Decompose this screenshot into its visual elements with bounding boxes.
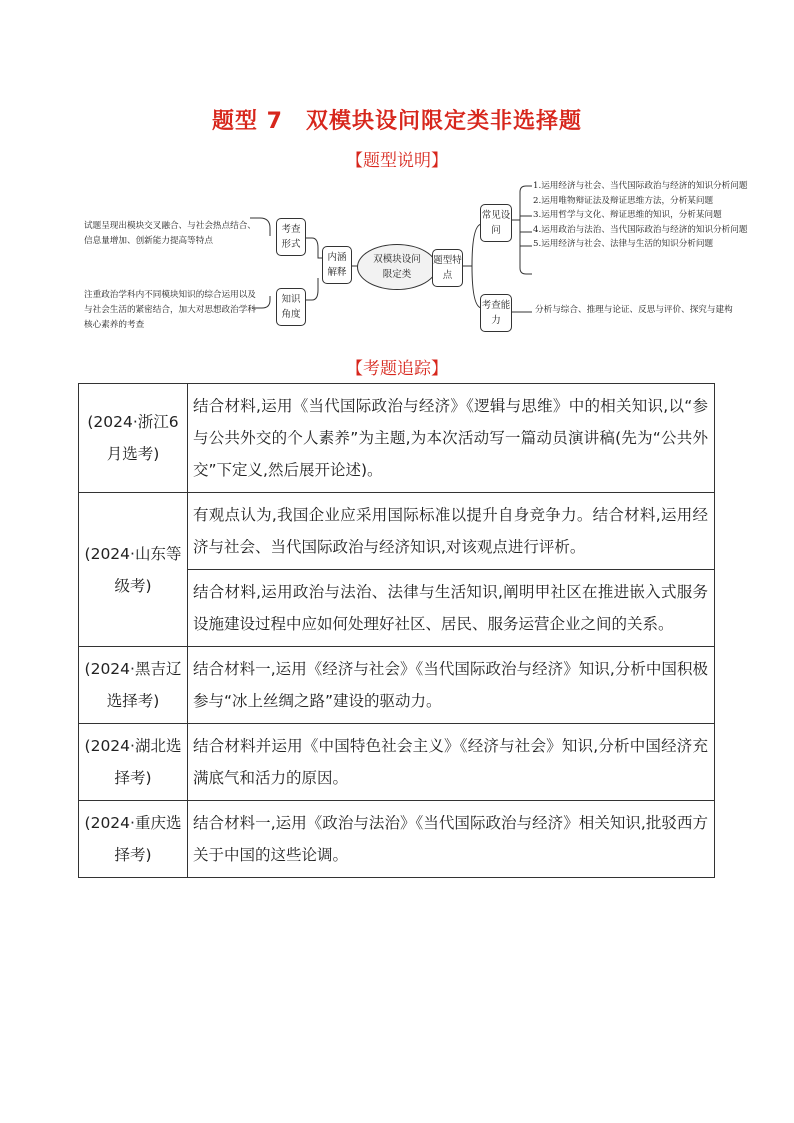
question-text: 结合材料,运用《当代国际政治与经济》《逻辑与思维》中的相关知识,以“参与公共外交的个人素养”为主题,为本次活动写一篇动员演讲稿(先为“公共外交”下定义,然后展开论述)。 bbox=[188, 384, 715, 493]
common-question-item: 2.运用唯物辩证法及辩证思维方法，分析某问题 bbox=[533, 195, 714, 206]
box-exam-ability-label: 考查能力 bbox=[481, 300, 511, 326]
question-source: (2024·山东等级考) bbox=[79, 493, 188, 647]
box-knowledge-angle-label: 知识角度 bbox=[281, 294, 301, 320]
common-question-item: 4.运用政治与法治、当代国际政治与经济的知识分析问题 bbox=[533, 224, 748, 235]
question-source: (2024·黑吉辽选择考) bbox=[79, 647, 188, 724]
question-source: (2024·浙江6月选考) bbox=[79, 384, 188, 493]
knowledge-angle-description: 注重政治学科内不同模块知识的综合运用以及与社会生活的紧密结合，加大对思想政治学科核心素养的考查 bbox=[84, 290, 256, 330]
table-row bbox=[79, 801, 715, 878]
exam-ability-description: 分析与综合、推理与论证、反思与评价、探究与建构 bbox=[535, 305, 733, 315]
section-explain-heading: 【题型说明】 bbox=[346, 151, 448, 171]
table-row bbox=[79, 647, 715, 724]
question-source: (2024·重庆选择考) bbox=[79, 801, 188, 878]
question-text: 有观点认为,我国企业应采用国际标准以提升自身竞争力。结合材料,运用经济与社会、当代国际政治与经济知识,对该观点进行评析。 bbox=[188, 493, 715, 570]
box-features bbox=[432, 249, 463, 287]
common-question-item: 3.运用哲学与文化、辩证思维的知识，分析某问题 bbox=[533, 210, 722, 220]
question-text: 结合材料并运用《中国特色社会主义》《经济与社会》知识,分析中国经济充满底气和活力的原因。 bbox=[188, 724, 715, 801]
table-row bbox=[79, 493, 715, 570]
common-question-item: 1.运用经济与社会、当代国际政治与经济的知识分析问题 bbox=[533, 181, 748, 191]
common-question-list bbox=[533, 179, 758, 252]
center-topic-ellipse bbox=[357, 244, 437, 290]
table-row bbox=[79, 724, 715, 801]
question-source: (2024·湖北选择考) bbox=[79, 724, 188, 801]
page-title: 题型 7 双模块设问限定类非选择题 bbox=[212, 109, 582, 134]
box-common-questions bbox=[480, 204, 512, 242]
question-table bbox=[78, 383, 715, 878]
common-question-item: 5.运用经济与社会、法律与生活的知识分析问题 bbox=[533, 239, 714, 249]
box-exam-ability bbox=[480, 294, 512, 332]
center-topic-label: 双模块设问限定类 bbox=[373, 254, 421, 280]
exam-form-description: 试题呈现出模块交叉融合、与社会热点结合、信息量增加、创新能力提高等特点 bbox=[84, 221, 256, 246]
box-connotation-label: 内涵解释 bbox=[327, 252, 347, 278]
question-text: 结合材料一,运用《政治与法治》《当代国际政治与经济》相关知识,批驳西方关于中国的这些论调。 bbox=[188, 801, 715, 878]
box-common-questions-label: 常见设问 bbox=[481, 210, 511, 236]
box-exam-form-label: 考查形式 bbox=[281, 224, 301, 250]
question-text: 结合材料,运用政治与法治、法律与生活知识,阐明甲社区在推进嵌入式服务设施建设过程中应如何处理好社区、居民、服务运营企业之间的关系。 bbox=[188, 570, 715, 647]
section-track-heading: 【考题追踪】 bbox=[346, 359, 448, 379]
box-knowledge-angle bbox=[276, 288, 306, 326]
box-features-label: 题型特点 bbox=[433, 255, 462, 281]
box-connotation bbox=[322, 246, 352, 284]
box-exam-form bbox=[276, 218, 306, 256]
mind-map-diagram bbox=[80, 178, 760, 338]
question-text: 结合材料一,运用《经济与社会》《当代国际政治与经济》知识,分析中国积极参与“冰上丝绸之路”建设的驱动力。 bbox=[188, 647, 715, 724]
table-row bbox=[79, 384, 715, 493]
